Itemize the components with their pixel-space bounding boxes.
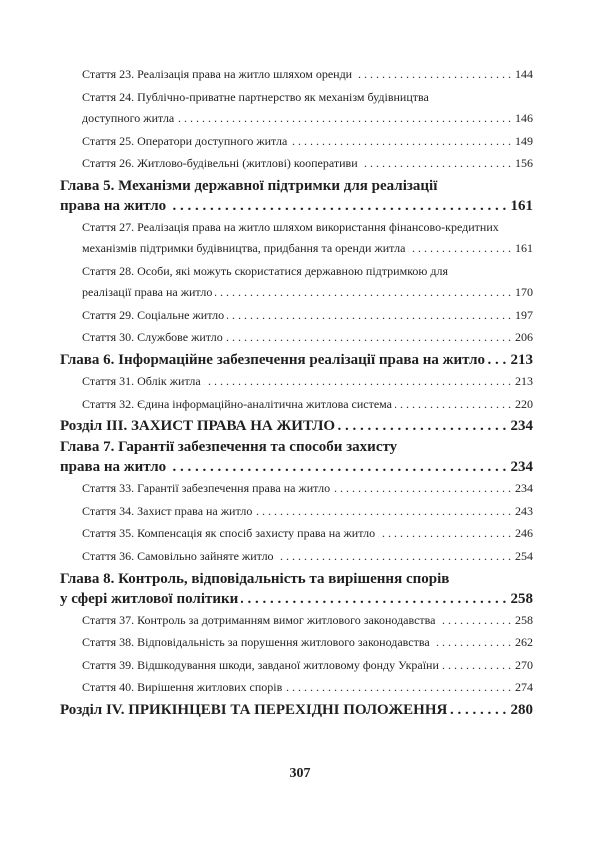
toc-entry-title-line: у сфері житлової політики . . . xyxy=(60,589,509,609)
toc-entry-title-line: Стаття 36. Самовільно зайняте житло . . . xyxy=(82,546,513,567)
toc-page-number: 258 xyxy=(510,590,533,607)
toc-entry-title-line: Стаття 33. Гарантії забезпечення права на житло . . . xyxy=(82,478,513,499)
toc-entry-title-line: права на житло . . . xyxy=(60,457,509,477)
toc-entry-title-line: Стаття 25. Оператори доступного житла . . . xyxy=(82,131,513,152)
toc-entry-title-line: Стаття 38. Відповідальність за порушення житлового законодавства . . . xyxy=(82,632,513,653)
toc-article-entry xyxy=(82,394,533,415)
toc-page-number: 206 xyxy=(513,327,533,348)
toc-article-entry xyxy=(82,305,533,326)
toc-entry-title-line: Глава 8. Контроль, відповідальність та вирішення спорів xyxy=(60,570,450,587)
toc-entry-title-line: права на житло . . . xyxy=(60,196,509,216)
toc-entry-title-line: Стаття 35. Компенсація як спосіб захисту права на житло . . . xyxy=(82,523,513,544)
toc-heading-entry xyxy=(60,700,533,720)
toc-entry-title-line: доступного житла . . . xyxy=(82,108,513,129)
toc-entry-title-line: Глава 7. Гарантії забезпечення та способи захисту xyxy=(60,439,398,456)
toc-entry-title-line: механізмів підтримки будівництва, придбання та оренди житла . . . xyxy=(82,238,513,259)
toc-article-entry xyxy=(82,261,533,304)
toc-page-number: 170 xyxy=(513,282,533,303)
toc-page-number: 274 xyxy=(513,677,533,698)
toc-article-entry xyxy=(82,153,533,174)
toc-article-entry xyxy=(82,87,533,130)
toc-page-number: 280 xyxy=(510,701,533,718)
toc-article-entry xyxy=(82,501,533,522)
toc-entry-title-line: Глава 5. Механізми державної підтримки для реалізації xyxy=(60,177,438,194)
toc-page-number: 156 xyxy=(513,153,533,174)
page-number: 307 xyxy=(289,766,311,781)
toc-page-number: 243 xyxy=(513,501,533,522)
toc-article-entry xyxy=(82,655,533,676)
toc-article-entry xyxy=(82,327,533,348)
toc-heading-entry xyxy=(60,350,533,370)
toc-page-number: 234 xyxy=(510,418,533,435)
toc-entry-title-line: Стаття 29. Соціальне житло . . . xyxy=(82,305,513,326)
toc-entry-title-line: Стаття 34. Захист права на житло . . . xyxy=(82,501,513,522)
toc-page-number: 258 xyxy=(513,610,533,631)
toc-entry-title-line: Стаття 32. Єдина інформаційно-аналітична житлова система . . . xyxy=(82,394,513,415)
toc-page-number: 234 xyxy=(513,478,533,499)
toc-entry-title-line: реалізації права на житло . . . xyxy=(82,282,513,303)
toc-entry-title-line: Стаття 27. Реалізація права на житло шляхом використання фінансово-кредитних xyxy=(82,219,499,234)
toc-article-entry xyxy=(82,610,533,631)
toc-page-number: 213 xyxy=(513,371,533,392)
table-of-contents xyxy=(60,64,533,721)
toc-article-entry xyxy=(82,546,533,567)
toc-entry-title-line: Стаття 40. Вирішення житлових спорів . . . xyxy=(82,677,513,698)
toc-article-entry xyxy=(82,632,533,653)
toc-article-entry xyxy=(82,371,533,392)
toc-page-number: 254 xyxy=(513,546,533,567)
toc-page-number: 161 xyxy=(510,197,533,214)
toc-page-number: 270 xyxy=(513,655,533,676)
toc-entry-title-line: Стаття 39. Відшкодування шкоди, завданої житловому фонду України . . . xyxy=(82,655,513,676)
toc-page-number: 262 xyxy=(513,632,533,653)
toc-article-entry xyxy=(82,64,533,85)
toc-heading-entry xyxy=(60,416,533,436)
toc-entry-title-line: Стаття 37. Контроль за дотриманням вимог житлового законодавства . . . xyxy=(82,610,513,631)
toc-page-number: 149 xyxy=(513,131,533,152)
toc-entry-title-line: Розділ IV. ПРИКІНЦЕВІ ТА ПЕРЕХІДНІ ПОЛОЖЕННЯ . . . xyxy=(60,700,509,720)
toc-article-entry xyxy=(82,131,533,152)
toc-page-number: 220 xyxy=(513,394,533,415)
toc-page-number: 144 xyxy=(513,64,533,85)
toc-page-number: 146 xyxy=(513,108,533,129)
toc-entry-title-line: Стаття 24. Публічно-приватне партнерство як механізм будівництва xyxy=(82,89,429,104)
toc-entry-title-line: Стаття 31. Облік житла . . . xyxy=(82,371,513,392)
toc-page-number: 197 xyxy=(513,305,533,326)
toc-article-entry xyxy=(82,217,533,260)
toc-entry-title-line: Глава 6. Інформаційне забезпечення реалізації права на житло . . . xyxy=(60,350,509,370)
toc-heading-entry xyxy=(60,437,533,477)
toc-article-entry xyxy=(82,523,533,544)
toc-page-number: 213 xyxy=(510,351,533,368)
toc-entry-title-line: Стаття 26. Житлово-будівельні (житлові) кооперативи . . . xyxy=(82,153,513,174)
toc-page-number: 161 xyxy=(513,238,533,259)
toc-heading-entry xyxy=(60,569,533,609)
toc-page-number: 234 xyxy=(510,459,533,476)
toc-page-number: 246 xyxy=(513,523,533,544)
toc-article-entry xyxy=(82,677,533,698)
toc-article-entry xyxy=(82,478,533,499)
toc-heading-entry xyxy=(60,176,533,216)
toc-entry-title-line: Стаття 30. Службове житло . . . xyxy=(82,327,513,348)
toc-entry-title-line: Стаття 23. Реалізація права на житло шляхом оренди . . . xyxy=(82,64,513,85)
toc-entry-title-line: Розділ ІІІ. ЗАХИСТ ПРАВА НА ЖИТЛО . . . xyxy=(60,416,509,436)
toc-entry-title-line: Стаття 28. Особи, які можуть скористатися державною підтримкою для xyxy=(82,263,448,278)
